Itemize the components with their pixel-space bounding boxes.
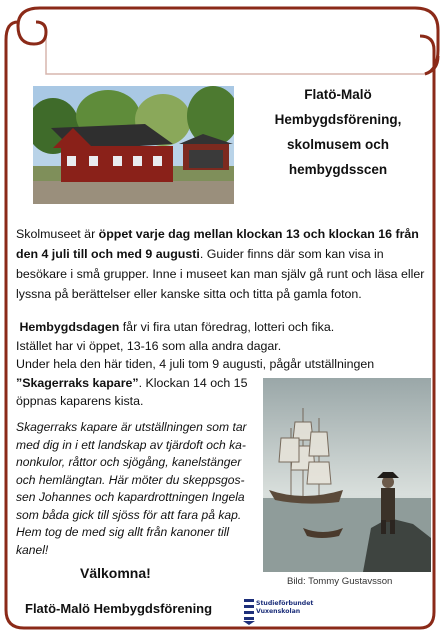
exhibition-name: ”Skagerraks kapare” [16, 375, 139, 390]
exhibit-line: Hem tog de med sig allt från kanoner till [16, 525, 230, 539]
image-credit: Bild: Tommy Gustavsson [287, 576, 393, 587]
title-line: Hembygdsförening, [274, 112, 402, 127]
event-text: får vi fira utan föredrag, lotteri och fika. [119, 320, 335, 334]
privateer-painting [263, 378, 431, 572]
event-title: Hembygdsdagen [19, 320, 120, 334]
event-line: öppnas kaparens kista. [16, 394, 144, 408]
title-line: skolmusem och [286, 137, 390, 152]
logo-mark-icon [242, 597, 256, 625]
event-line: Istället har vi öppet, 13-16 som alla andra dagar. [16, 338, 282, 353]
page-title [248, 82, 428, 182]
intro-opening-hours: öppet varje dag mellan klockan 13 och klockan 16 från den 4 juli till och med 9 augusti [16, 227, 419, 261]
exhibit-line: Skagerraks kapare är utställningen som tar [16, 420, 247, 434]
exhibit-line: kanel! [16, 542, 49, 557]
intro-paragraph [16, 224, 436, 304]
exhibit-line: med dig in i ett landskap av tjärdoft och ka- [16, 437, 246, 452]
welcome-text: Välkomna! [80, 565, 151, 581]
logo-line-2: Vuxenskolan [256, 608, 301, 615]
intro-text: . Guider finns där som kan visa in besökare i små grupper. Inne i museet kan man själv gå runt och läsa eller lyssna på berättelser eller kanske sitta och titta på gamla foton. [16, 247, 425, 301]
footer-organization: Flatö-Malö Hembygdsförening [25, 601, 213, 616]
event-line: Under hela den här tiden, 4 juli tom 9 augusti, pågår utställningen [16, 357, 375, 371]
exhibit-description [16, 419, 266, 559]
event-line [16, 318, 436, 337]
event-text: . Klockan 14 och 15 [138, 375, 248, 390]
title-line: hembygdsscen [288, 162, 388, 177]
house-photo [33, 86, 234, 204]
logo-line-1: Studieförbundet [256, 600, 314, 607]
intro-text: Skolmuseet är [16, 227, 99, 241]
title-line: Flatö-Malö [304, 87, 372, 102]
exhibit-line: och hemlängtan. Här möter du skeppsgos- [16, 472, 245, 487]
exhibit-line: nonkulor, råttor och sjögång, kanelstänger [16, 455, 242, 469]
studieforbundet-logo [242, 596, 320, 626]
exhibit-line: sen Johannes och kapardrottningen Ingela [16, 490, 245, 504]
exhibit-line: som båda gick till sjöss för att fara på kap. [16, 507, 242, 522]
